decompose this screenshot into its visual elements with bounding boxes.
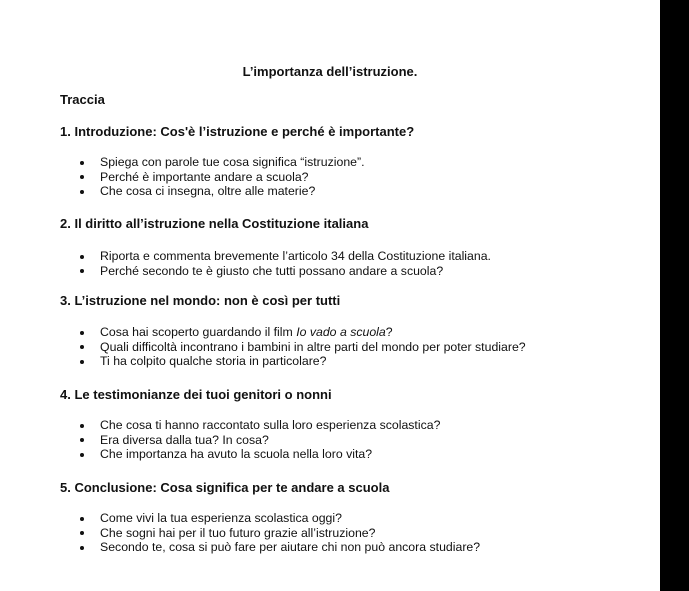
list-item: [80, 418, 440, 433]
section-5-heading: 5. Conclusione: Cosa significa per te andare a scuola: [60, 480, 390, 495]
list-item: [80, 354, 526, 369]
list-item: [80, 325, 526, 340]
bullet-dot-icon: [80, 546, 84, 550]
list-item: [80, 249, 491, 264]
section-1-bullet-list: [80, 155, 365, 199]
section-3-bullet-list: [80, 325, 526, 369]
list-item: [80, 155, 365, 170]
film-title: Io vado a scuola: [296, 325, 386, 339]
section-1-heading: 1. Introduzione: Cos'è l’istruzione e perché è importante?: [60, 124, 415, 139]
bullet-dot-icon: [80, 255, 84, 259]
right-edge-bar: [660, 0, 689, 591]
bullet-dot-icon: [80, 531, 84, 535]
list-item: [80, 540, 480, 555]
list-item: [80, 264, 491, 279]
bullet-dot-icon: [80, 190, 84, 194]
document-subtitle: Traccia: [60, 92, 105, 107]
section-3-heading: 3. L’istruzione nel mondo: non è così per tutti: [60, 293, 341, 308]
list-item-text: Che cosa ti hanno raccontato sulla loro esperienza scolastica?: [100, 418, 441, 432]
section-2-bullet-list: [80, 249, 491, 278]
list-item-text: Che importanza ha avuto la scuola nella loro vita?: [100, 447, 373, 462]
list-item-text: Spiega con parole tue cosa significa “istruzione”.: [100, 155, 365, 169]
list-item-text: Era diversa dalla tua? In cosa?: [100, 432, 269, 447]
list-item: [80, 433, 440, 448]
list-item-text: Perché secondo te è giusto che tutti possano andare a scuola?: [100, 263, 444, 278]
bullet-dot-icon: [80, 345, 84, 349]
list-item-text: Riporta e commenta brevemente l’articolo 34 della Costituzione italiana.: [100, 249, 491, 263]
list-item: [80, 511, 480, 526]
bullet-dot-icon: [80, 331, 84, 335]
bullet-dot-icon: [80, 517, 84, 521]
list-item-text: Che cosa ci insegna, oltre alle materie?: [100, 184, 316, 199]
list-item-text: Secondo te, cosa si può fare per aiutare chi non può ancora studiare?: [100, 540, 481, 555]
list-item: [80, 447, 440, 462]
section-4-bullet-list: [80, 418, 440, 462]
document-title: L’importanza dell’istruzione.: [242, 64, 418, 79]
bullet-dot-icon: [80, 453, 84, 457]
bullet-dot-icon: [80, 360, 84, 364]
list-item-text: Che sogni hai per il tuo futuro grazie all’istruzione?: [100, 525, 376, 540]
bullet-dot-icon: [80, 438, 84, 442]
list-item: [80, 340, 526, 355]
list-item: [80, 526, 480, 541]
list-item: [80, 170, 365, 185]
list-item-text: Quali difficoltà incontrano i bambini in altre parti del mondo per poter studiare?: [100, 339, 526, 354]
section-5-bullet-list: [80, 511, 480, 555]
bullet-dot-icon: [80, 424, 84, 428]
list-item-text: Cosa hai scoperto guardando il film Io vado a scuola?: [100, 325, 393, 339]
bullet-dot-icon: [80, 161, 84, 165]
bullet-dot-icon: [80, 269, 84, 273]
list-item-text: Come vivi la tua esperienza scolastica oggi?: [100, 511, 342, 525]
list-item-text: Perché è importante andare a scuola?: [100, 169, 309, 184]
section-2-heading: 2. Il diritto all’istruzione nella Costituzione italiana: [60, 216, 369, 231]
list-item: [80, 184, 365, 199]
section-4-heading: 4. Le testimonianze dei tuoi genitori o nonni: [60, 387, 332, 402]
bullet-dot-icon: [80, 175, 84, 179]
list-item-text: Ti ha colpito qualche storia in particolare?: [100, 354, 327, 369]
